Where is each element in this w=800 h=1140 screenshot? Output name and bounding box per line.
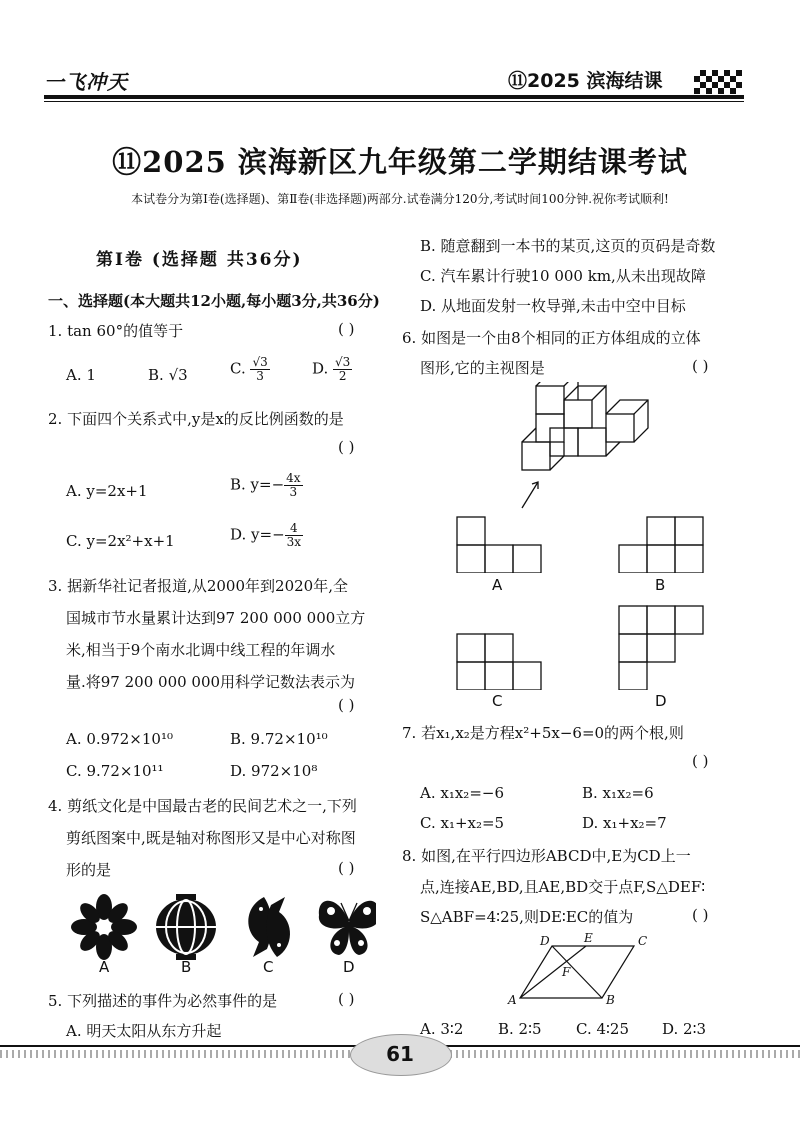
q1-d-prefix: D. (312, 359, 334, 378)
q8-choice-c: C. 4∶25 (576, 1020, 630, 1038)
q2-d-prefix: D. y=− (230, 525, 285, 544)
checker-pattern (694, 70, 742, 94)
q5-choice-b: B. 随意翻到一本书的某页,这页的页码是奇数 (420, 237, 716, 255)
q3-choice-a: A. 0.972×10¹⁰ (66, 730, 173, 748)
exam-intro: 本试卷分为第Ⅰ卷(选择题)、第Ⅱ卷(非选择题)两部分.试卷满分120分,考试时间100分钟.祝你考试顺利! (131, 192, 669, 206)
page-number: 61 (386, 1042, 414, 1066)
q8-parallelogram-figure (506, 932, 666, 1010)
q1-stem: 1. tan 60°的值等于 (48, 322, 184, 340)
q8-choice-b: B. 2∶5 (498, 1020, 542, 1038)
q5-choice-d: D. 从地面发射一枚导弹,未击中空中目标 (420, 297, 686, 315)
q1-d-den: 2 (338, 369, 347, 383)
q6-label-d: D (655, 692, 667, 710)
q3-line3: 米,相当于9个南水北调中线工程的年调水 (66, 641, 336, 659)
q8-line2: 点,连接AE,BD,且AE,BD交于点F,S△DEF∶ (420, 878, 706, 896)
q7-answer-slot: ( ) (692, 752, 709, 770)
q2-choice-c: C. y=2x²+x+1 (66, 532, 175, 550)
q6-cubes-figure (512, 382, 652, 512)
q7-choice-b: B. x₁x₂=6 (582, 784, 654, 802)
q4-line3: 形的是 (66, 861, 112, 879)
q4-line2: 剪纸图案中,既是轴对称图形又是中心对称图 (66, 829, 356, 847)
header-rule-thin (44, 101, 744, 102)
q7-choice-a: A. x₁x₂=−6 (420, 784, 504, 802)
q5-stem: 5. 下列描述的事件为必然事件的是 (48, 992, 278, 1010)
q3-choice-b: B. 9.72×10¹⁰ (230, 730, 328, 748)
q5-choice-a: A. 明天太阳从东方升起 (66, 1022, 222, 1040)
q4-papercut-figures (66, 892, 376, 962)
q8-point-b: B (606, 993, 615, 1007)
q8-choice-d: D. 2∶3 (662, 1020, 707, 1038)
exam-title: ⑪2025 滨海新区九年级第二学期结课考试 (112, 145, 688, 179)
section-title: 第Ⅰ卷 (选择题 共36分) (96, 250, 303, 270)
q8-point-a: A (508, 993, 517, 1007)
q2-choice-b (230, 472, 303, 499)
q1-choice-c (230, 356, 270, 383)
q4-label-b: B (181, 958, 192, 976)
q3-choice-d: D. 972×10⁸ (230, 762, 318, 780)
papercut-flower-icon (71, 894, 137, 960)
q6-option-d-figure (618, 604, 708, 690)
q3-line2: 国城市节水量累计达到97 200 000 000立方 (66, 609, 366, 627)
q8-point-e: E (584, 932, 593, 945)
q1-choice-d (312, 356, 352, 383)
q7-stem: 7. 若x₁,x₂是方程x²+5x−6=0的两个根,则 (402, 724, 684, 742)
q2-b-num: 4x (286, 471, 301, 485)
q6-option-b-figure (618, 515, 708, 573)
q8-point-d: D (540, 934, 550, 948)
q1-c-num: √3 (252, 355, 268, 369)
q1-answer-slot: ( ) (338, 320, 355, 338)
q2-d-den: 3x (286, 535, 302, 549)
q1-d-num: √3 (335, 355, 351, 369)
q8-point-f: F (562, 965, 571, 979)
q1-choice-b (148, 366, 188, 384)
q2-choice-d (230, 522, 303, 549)
q6-line1: 6. 如图是一个由8个相同的正方体组成的立体 (402, 329, 701, 347)
q2-answer-slot: ( ) (338, 438, 355, 456)
q8-line3: S△ABF=4∶25,则DE∶EC的值为 (420, 908, 634, 926)
brand-logo: 一飞冲天 (44, 70, 128, 94)
q1-c-den: 3 (256, 369, 264, 383)
q4-label-d: D (343, 958, 355, 976)
q4-label-c: C (263, 958, 274, 976)
papercut-lantern-icon (156, 894, 216, 960)
q2-d-num: 4 (285, 522, 303, 536)
q8-line1: 8. 如图,在平行四边形ABCD中,E为CD上一 (402, 847, 691, 865)
q8-answer-slot: ( ) (692, 906, 709, 924)
q8-point-c: C (638, 934, 648, 948)
q1-choice-a: A. 1 (66, 366, 96, 384)
q8-choice-a: A. 3∶2 (420, 1020, 464, 1038)
q5-choice-c: C. 汽车累计行驶10 000 km,从未出现故障 (420, 267, 706, 285)
q4-line1: 4. 剪纸文化是中国最古老的民间艺术之一,下列 (48, 797, 357, 815)
section-subtitle: 一、选择题(本大题共12小题,每小题3分,共36分) (48, 292, 380, 310)
q6-line2: 图形,它的主视图是 (420, 359, 545, 377)
q1-b-val: √3 (168, 366, 188, 384)
q3-line4: 量.将97 200 000 000用科学记数法表示为 (66, 673, 356, 691)
q2-b-prefix: B. y=− (230, 475, 285, 494)
q7-choice-c: C. x₁+x₂=5 (420, 814, 505, 832)
q6-option-c-figure (456, 632, 546, 690)
q3-choice-c: C. 9.72×10¹¹ (66, 762, 164, 780)
q2-choice-a: A. y=2x+1 (66, 482, 148, 500)
header-rule (44, 95, 744, 99)
q1-c-prefix: C. (230, 359, 251, 378)
q3-answer-slot: ( ) (338, 696, 355, 714)
papercut-koi-icon (248, 897, 290, 957)
papercut-butterfly-icon (319, 901, 376, 955)
q6-label-c: C (492, 692, 503, 710)
q5-answer-slot: ( ) (338, 990, 355, 1008)
q3-line1: 3. 据新华社记者报道,从2000年到2020年,全 (48, 577, 348, 595)
q6-label-b: B (655, 576, 666, 594)
q2-stem: 2. 下面四个关系式中,y是x的反比例函数的是 (48, 410, 344, 428)
q2-b-den: 3 (289, 485, 298, 499)
q7-choice-d: D. x₁+x₂=7 (582, 814, 667, 832)
header-title: ⑪2025 滨海结课 (508, 70, 663, 92)
q4-answer-slot: ( ) (338, 859, 355, 877)
q6-answer-slot: ( ) (692, 357, 709, 375)
q6-label-a: A (492, 576, 503, 594)
q1-b-prefix: B. (148, 366, 169, 384)
q6-option-a-figure (456, 515, 546, 573)
q4-label-a: A (99, 958, 110, 976)
